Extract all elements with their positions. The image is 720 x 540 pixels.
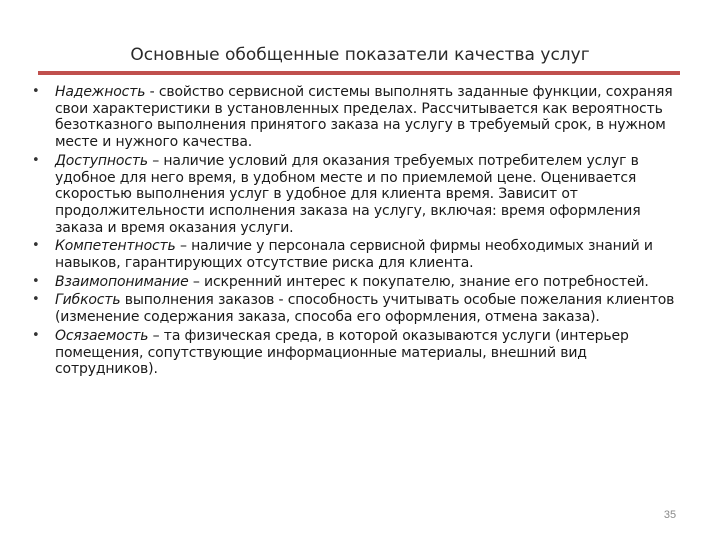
term-description: – та физическая среда, в которой оказываются услуги (интерьер помещения, сопутствующие информационные материалы, внешний вид сотрудников). [55,327,629,378]
term-description: выполнения заказов - способность учитывать особые пожелания клиентов (изменение содержания заказа, способа его оформления, отмена заказа). [55,292,675,326]
term-label: Взаимопонимание [55,273,189,290]
term-label: Гибкость [55,292,121,309]
list-item-availability [0,153,720,237]
bullet-icon: • [32,292,40,308]
bullet-icon: • [32,327,40,343]
bullet-icon: • [32,152,40,168]
term-label: Надежность [55,84,146,100]
title-underline [38,71,680,75]
bullet-list [0,84,720,380]
list-item-tangibility [0,328,720,378]
list-item-flexibility [0,292,720,325]
bullet-icon: • [32,238,40,254]
slide-title: Основные обобщенные показатели качества услуг [130,45,590,65]
term-description: – наличие условий для оказания требуемых потребителем услуг в удобное для него время, в удобном месте и по приемлемой цене. Оценивается скоростью выполнения услуг в удобное для клиента время. Зависит от продолжительности исполнения заказа на услугу, включая: время оформления заказа и время оказания услуги. [55,152,641,236]
term-description: – искренний интерес к покупателю, знание его потребностей. [188,273,649,290]
term-label: Осязаемость [55,327,149,344]
term-description: - свойство сервисной системы выполнять заданные функции, сохраняя свои характеристики в установленных пределах. Рассчитывается как вероятность безотказного выполнения принятого заказа на услугу в требуемый срок, в нужном месте и нужного качества. [55,84,673,151]
term-label: Доступность [55,152,148,169]
bullet-icon: • [32,273,40,289]
list-item-understanding [0,274,720,291]
term-label: Компетентность [55,238,176,255]
bullet-icon: • [32,84,40,99]
list-item-reliability [0,84,720,151]
page-number: 35 [663,509,677,521]
term-description: – наличие у персонала сервисной фирмы необходимых знаний и навыков, гарантирующих отсутствие риска для клиента. [55,238,653,272]
list-item-competence [0,238,720,271]
